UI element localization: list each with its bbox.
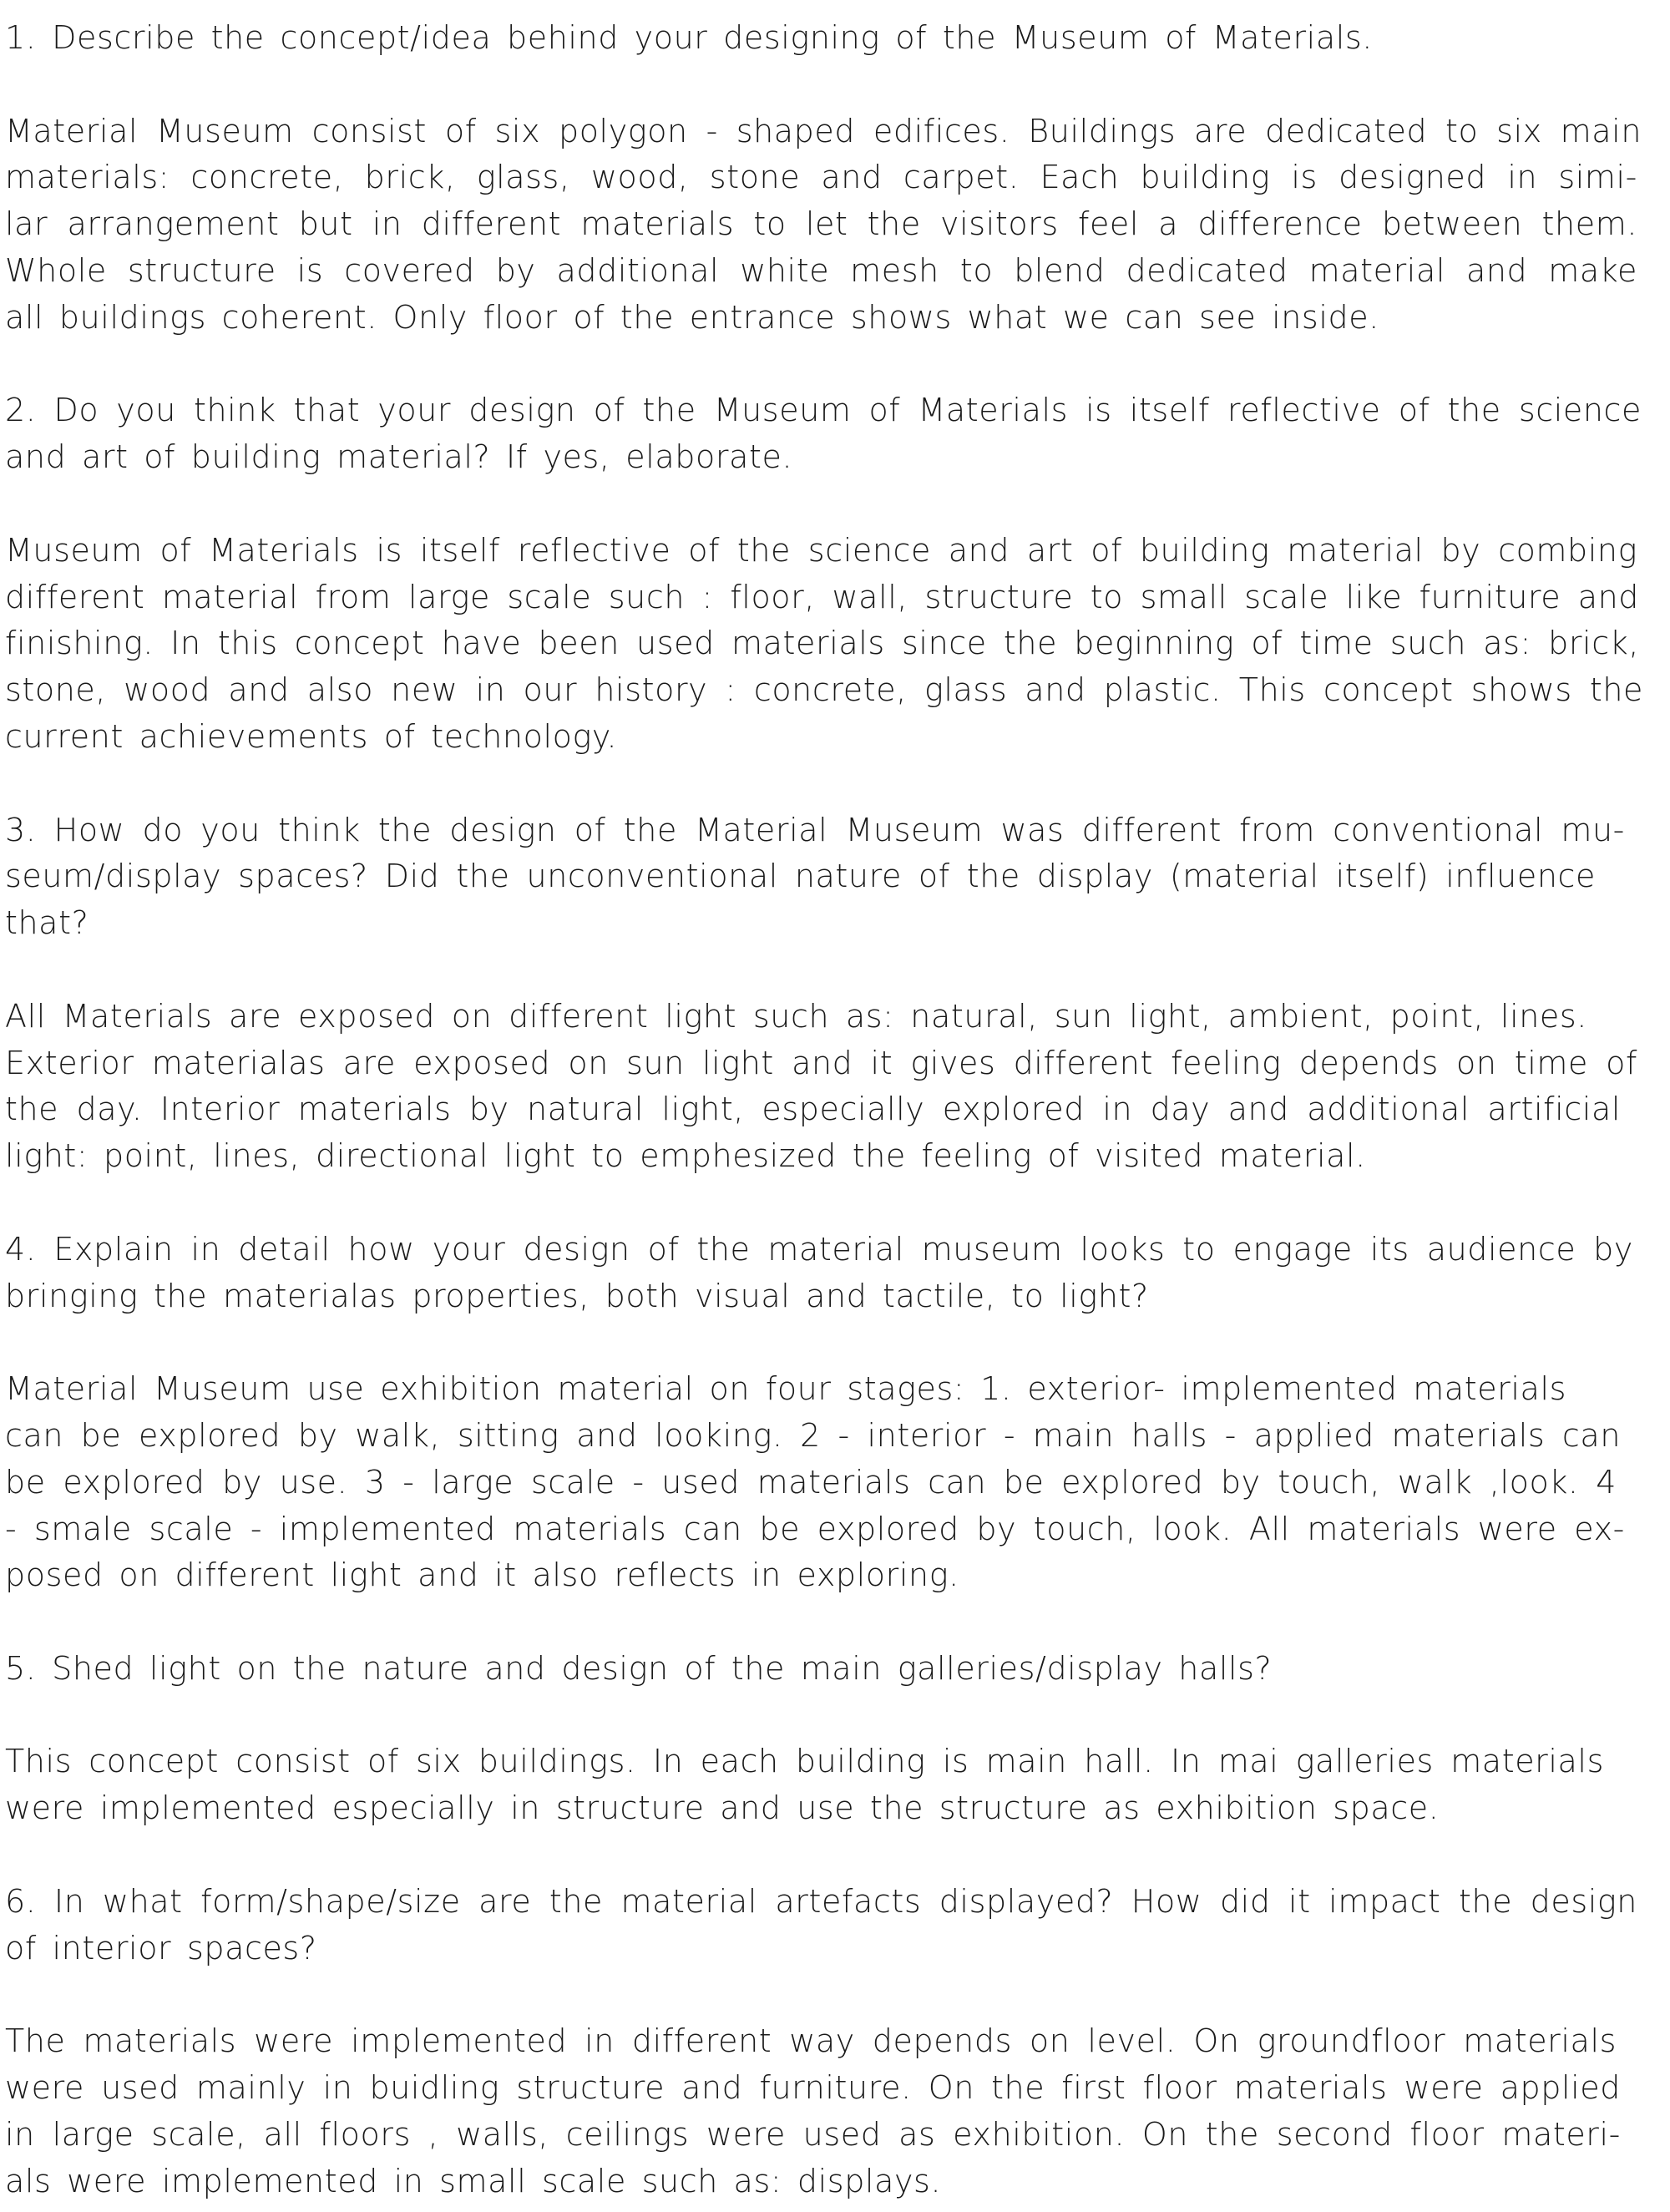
document-page bbox=[5, 15, 1665, 2204]
answer-line: stone, wood and also new in our history : concrete, glass and plastic. This concept shows the bbox=[5, 671, 1643, 709]
paragraph-gap bbox=[5, 342, 1665, 388]
paragraph-gap bbox=[5, 1832, 1665, 1879]
answer-line: different material from large scale such : floor, wall, structure to small scale like furniture and bbox=[5, 578, 1639, 615]
question-line: of interior spaces? bbox=[5, 1929, 317, 1967]
answer-line: all buildings coherent. Only floor of the entrance shows what we can see inside. bbox=[5, 298, 1379, 336]
question-line: 1. Describe the concept/idea behind your designing of the Museum of Materials. bbox=[5, 19, 1373, 56]
paragraph-gap bbox=[5, 1972, 1665, 2018]
question-paragraph bbox=[5, 387, 1665, 481]
answer-line: Museum of Materials is itself reflective of the science and art of building material by combing bbox=[5, 531, 1637, 569]
answer-line: Exterior materialas are exposed on sun light and it gives different feeling depends on time of bbox=[5, 1044, 1637, 1081]
answer-paragraph bbox=[5, 2018, 1665, 2204]
answer-line: current achievements of technology. bbox=[5, 717, 618, 755]
paragraph-gap bbox=[5, 1180, 1665, 1227]
answer-line: were used mainly in buidling structure and furniture. On the first floor materials were applied bbox=[5, 2069, 1621, 2107]
question-line: that? bbox=[5, 904, 89, 942]
paragraph-gap bbox=[5, 1693, 1665, 1739]
answer-line: finishing. In this concept have been used materials since the beginning of time such as: brick, bbox=[5, 625, 1639, 662]
answer-line: Whole structure is covered by additional white mesh to blend dedicated material and make bbox=[5, 251, 1637, 289]
answer-line: All Materials are exposed on different light such as: natural, sun light, ambient, point, lines. bbox=[5, 997, 1587, 1035]
answer-paragraph bbox=[5, 1739, 1665, 1832]
question-paragraph bbox=[5, 1227, 1665, 1320]
answer-line: be explored by use. 3 - large scale - used materials can be explored by touch, walk ,look. 4 bbox=[5, 1463, 1617, 1501]
answer-paragraph bbox=[5, 994, 1665, 1180]
paragraph-gap bbox=[5, 947, 1665, 994]
answer-line: This concept consist of six buildings. In each building is main hall. In mai galleries materials bbox=[5, 1743, 1604, 1780]
question-line: 5. Shed light on the nature and design of the main galleries/display halls? bbox=[5, 1649, 1273, 1687]
question-line: 4. Explain in detail how your design of the material museum looks to engage its audience by bbox=[5, 1230, 1633, 1268]
answer-line: in large scale, all floors , walls, ceilings were used as exhibition. On the second floor materi- bbox=[5, 2115, 1621, 2153]
question-line: seum/display spaces? Did the unconventional nature of the display (material itself) influence bbox=[5, 858, 1596, 895]
answer-line: posed on different light and it also reflects in exploring. bbox=[5, 1556, 959, 1594]
answer-line: als were implemented in small scale such as: displays. bbox=[5, 2162, 942, 2199]
answer-line: were implemented especially in structure and use the structure as exhibition space. bbox=[5, 1789, 1440, 1827]
answer-line: The materials were implemented in different way depends on level. On groundfloor materials bbox=[5, 2022, 1617, 2060]
answer-line: - smale scale - implemented materials can be explored by touch, look. All materials were ex- bbox=[5, 1510, 1625, 1547]
question-line: bringing the materialas properties, both visual and tactile, to light? bbox=[5, 1277, 1149, 1314]
paragraph-gap bbox=[5, 481, 1665, 528]
answer-line: the day. Interior materials by natural light, especially explored in day and additional artificial bbox=[5, 1091, 1621, 1128]
answer-paragraph bbox=[5, 1366, 1665, 1599]
question-paragraph bbox=[5, 1879, 1665, 1972]
question-paragraph bbox=[5, 15, 1665, 62]
paragraph-gap bbox=[5, 761, 1665, 807]
paragraph-gap bbox=[5, 1319, 1665, 1366]
question-line: 2. Do you think that your design of the Museum of Materials is itself reflective of the science bbox=[5, 392, 1642, 429]
question-line: 6. In what form/shape/size are the material artefacts displayed? How did it impact the design bbox=[5, 1882, 1637, 1920]
answer-line: light: point, lines, directional light to emphesized the feeling of visited material. bbox=[5, 1137, 1366, 1175]
answer-line: Material Museum consist of six polygon - shaped edifices. Buildings are dedicated to six main bbox=[5, 112, 1642, 149]
question-line: 3. How do you think the design of the Material Museum was different from conventional mu- bbox=[5, 811, 1625, 848]
answer-line: can be explored by walk, sitting and looking. 2 - interior - main halls - applied materials can bbox=[5, 1416, 1621, 1454]
question-line: and art of building material? If yes, elaborate. bbox=[5, 438, 793, 476]
question-paragraph bbox=[5, 1646, 1665, 1693]
answer-line: materials: concrete, brick, glass, wood, stone and carpet. Each building is designed in simi- bbox=[5, 159, 1637, 196]
paragraph-gap bbox=[5, 1599, 1665, 1646]
answer-paragraph bbox=[5, 109, 1665, 342]
answer-line: lar arrangement but in different materials to let the visitors feel a difference between them. bbox=[5, 205, 1637, 243]
answer-paragraph bbox=[5, 528, 1665, 761]
answer-line: Material Museum use exhibition material on four stages: 1. exterior- implemented materials bbox=[5, 1370, 1566, 1408]
question-paragraph bbox=[5, 807, 1665, 947]
paragraph-gap bbox=[5, 62, 1665, 109]
